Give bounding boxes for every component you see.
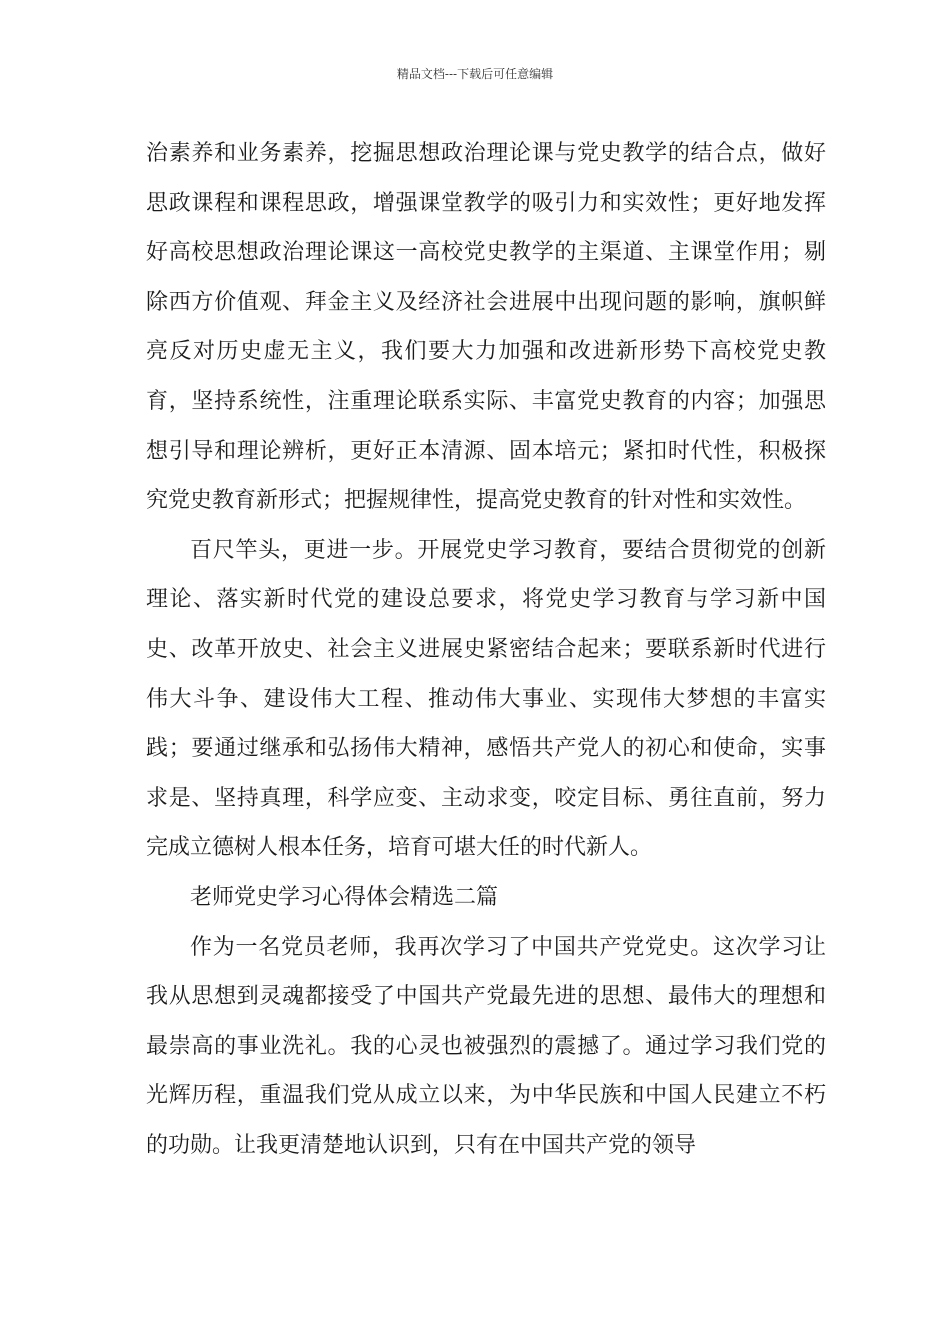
- paragraph-continuation: 治素养和业务素养，挖掘思想政治理论课与党史教学的结合点，做好思政课程和课程思政，增强课堂教学的吸引力和实效性；更好地发挥好高校思想政治理论课这一高校党史教学的主渠道、主课堂作用；剔除西方价值观、拜金主义及经济社会进展中出现问题的影响，旗帜鲜亮反对历史虚无主义，我们要大力加强和改进新形势下高校党史教育，坚持系统性，注重理论联系实际、丰富党史教育的内容；加强思想引导和理论辨析，更好正本清源、固本培元；紧扣时代性，积极探究党史教育新形式；把握规律性，提高党史教育的针对性和实效性。: [146, 141, 826, 514]
- page-header: 精品文档---下载后可任意编辑: [396, 67, 554, 81]
- paragraph: 作为一名党员老师，我再次学习了中国共产党党史。这次学习让我从思想到灵魂都接受了中国共产党最先进的思想、最伟大的理想和最崇高的事业洗礼。我的心灵也被强烈的震撼了。通过学习我们党的光辉历程，重温我们党从成立以来，为中华民族和中国人民建立不朽的功勋。让我更清楚地认识到，只有在中国共产党的领导: [146, 934, 826, 1158]
- document-body: [146, 129, 826, 1170]
- paragraph: 百尺竿头，更进一步。开展党史学习教育，要结合贯彻党的创新理论、落实新时代党的建设总要求，将党史学习教育与学习新中国史、改革开放史、社会主义进展史紧密结合起来；要联系新时代进行伟大斗争、建设伟大工程、推动伟大事业、实现伟大梦想的丰富实践；要通过继承和弘扬伟大精神，感悟共产党人的初心和使命，实事求是、坚持真理，科学应变、主动求变，咬定目标、勇往直前，努力完成立德树人根本任务，培育可堪大任的时代新人。: [146, 537, 826, 861]
- section-title: 老师党史学习心得体会精选二篇: [190, 884, 499, 910]
